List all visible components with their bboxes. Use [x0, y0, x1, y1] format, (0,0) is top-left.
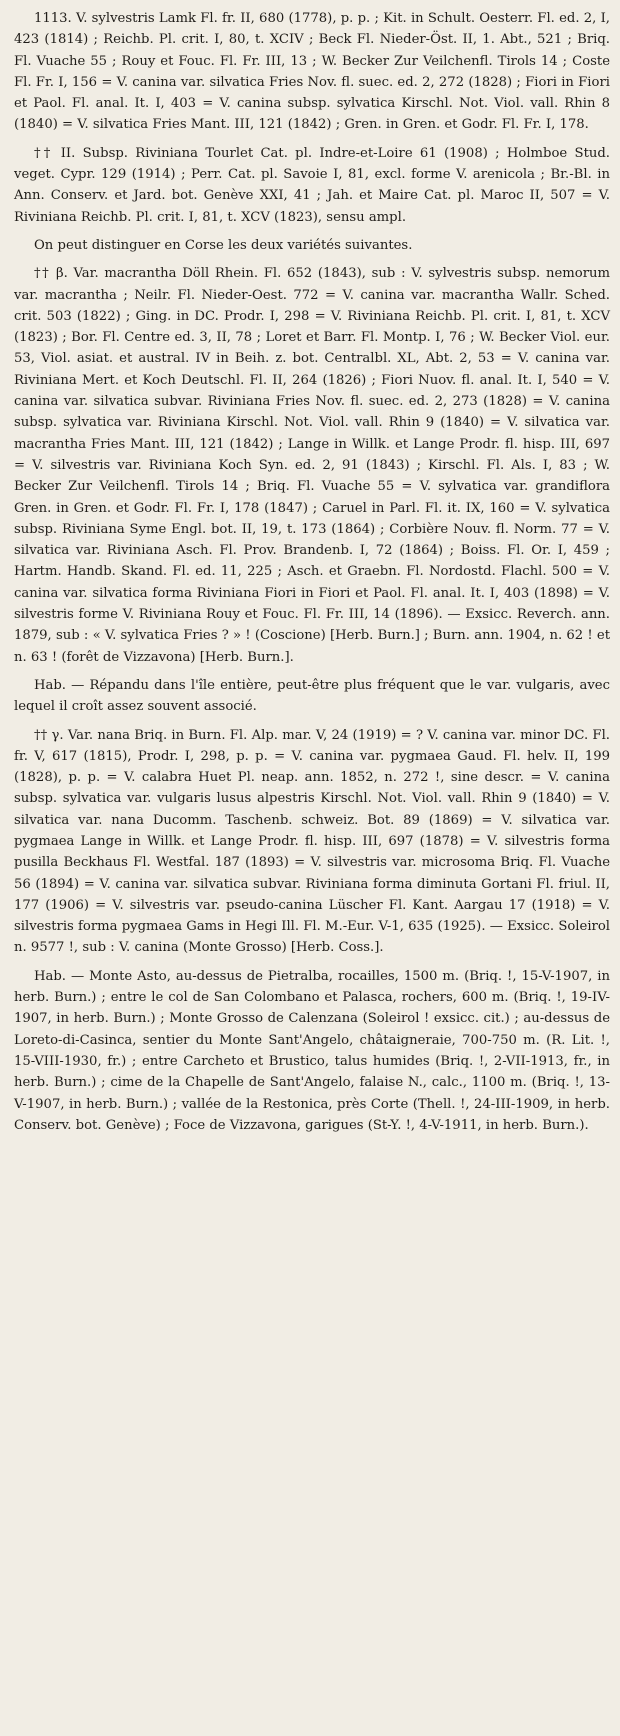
habitat-macrantha: Hab. — Répandu dans l'île entière, peut-être plus fréquent que le var. vulgaris, avec lequel il croît assez souvent associé. [14, 677, 610, 715]
habitat-nana: Hab. — Monte Asto, au-dessus de Pietralba, rocailles, 1500 m. (Briq. !, 15-V-1907, in herb. Burn.) ; entre le col de San Colombano et Palasca, rochers, 600 m. (Briq. !, 19-IV-1907, in herb. Burn.) ; Monte Grosso de Calenzana (Soleirol ! exsicc. cit.) ; au-dessus de Loreto-di-Casinca, sentier du Monte Sant'Angelo, châtaigneraie, 700-750 m. (R. Lit. !, 15-VIII-1930, fr.) ; entre Carcheto et Brustico, talus humides (Briq. !, 2-VII-1913, fr., in herb. Burn.) ; cime de la Chapelle de Sant'Angelo, falaise N., calc., 1100 m. (Briq. !, 13-V-1907, in herb. Burn.) ; vallée de la Restonica, près Corte (Thell. !, 24-III-1909, in herb. Conserv. bot. Genève) ; Foce de Vizzavona, garigues (St-Y. !, 4-V-1911, in herb. Burn.). [14, 968, 610, 1133]
entry-viola-sylvestris: 1113. V. sylvestris Lamk Fl. fr. II, 680 (1778), p. p. ; Kit. in Schult. Oesterr. Fl. ed. 2, I, 423 (1814) ; Reichb. Pl. crit. I, 80, t. XCIV ; Beck Fl. Nieder-Öst. II, 1. Abt., 521 ; Briq. Fl. Vuache 55 ; Rouy et Fouc. Fl. Fr. III, 13 ; W. Becker Zur Veilchenfl. Tirols 14 ; Coste Fl. Fr. I, 156 = V. canina var. silvatica Fries Nov. fl. suec. ed. 2, 272 (1828) ; Fiori in Fiori et Paol. Fl. anal. It. I, 403 = V. canina subsp. sylvatica Kirschl. Not. Viol. vall. Rhin 8 (1840) = V. silvatica Fries Mant. III, 121 (1842) ; Gren. in Gren. et Godr. Fl. Fr. I, 178. [14, 11, 610, 133]
note-two-varieties: On peut distinguer en Corse les deux variétés suivantes. [34, 237, 413, 253]
entry-subsp-riviniana: †† II. Subsp. Riviniana Tourlet Cat. pl. Indre-et-Loire 61 (1908) ; Holmboe Stud. veget. Cypr. 129 (1914) ; Perr. Cat. pl. Savoie I, 81, excl. forme V. arenicola ; Br.-Bl. in Ann. Conserv. et Jard. bot. Genève XXI, 41 ; Jah. et Maire Cat. pl. Maroc II, 507 = V. Riviniana Reichb. Pl. crit. I, 81, t. XCV (1823), sensu ampl. [14, 145, 610, 225]
entry-var-macrantha: †† β. Var. macrantha Döll Rhein. Fl. 652 (1843), sub : V. sylvestris subsp. nemorum var. macrantha ; Neilr. Fl. Nieder-Oest. 772 = V. canina var. macrantha Wallr. Sched. crit. 503 (1822) ; Ging. in DC. Prodr. I, 298 = V. Riviniana Reichb. Pl. crit. I, 81, t. XCV (1823) ; Bor. Fl. Centre ed. 3, II, 78 ; Loret et Barr. Fl. Montp. I, 76 ; W. Becker Viol. eur. 53, Viol. asiat. et austral. IV in Beih. z. bot. Centralbl. XL, Abt. 2, 53 = V. canina var. Riviniana Mert. et Koch Deutschl. Fl. II, 264 (1826) ; Fiori Nuov. fl. anal. It. I, 540 = V. canina var. silvatica subvar. Riviniana Fries Nov. fl. suec. ed. 2, 273 (1828) = V. canina subsp. sylvatica var. Riviniana Kirschl. Not. Viol. vall. Rhin 9 (1840) = V. silvatica var. macrantha Fries Mant. III, 121 (1842) ; Lange in Willk. et Lange Prodr. fl. hisp. III, 697 = V. silvestris var. Riviniana Koch Syn. ed. 2, 91 (1843) ; Kirschl. Fl. Als. I, 83 ; W. Becker Zur Veilchenfl. Tirols 14 ; Briq. Fl. Vuache 55 = V. sylvatica var. grandiflora Gren. in Gren. et Godr. Fl. Fr. I, 178 (1847) ; Caruel in Parl. Fl. it. IX, 160 = V. sylvatica subsp. Riviniana Syme Engl. bot. II, 19, t. 173 (1864) ; Corbière Nouv. fl. Norm. 77 = V. silvatica var. Riviniana Asch. Fl. Prov. Brandenb. I, 72 (1864) ; Boiss. Fl. Or. I, 459 ; Hartm. Handb. Skand. Fl. ed. 11, 225 ; Asch. et Graebn. Fl. Nordostd. Flachl. 500 = V. canina var. silvatica forma Riviniana Fiori in Fiori et Paol. Fl. anal. It. I, 403 (1898) = V. silvestris forme V. Riviniana Rouy et Fouc. Fl. Fr. III, 14 (1896). — Exsicc. Reverch. ann. 1879, sub : « V. sylvatica Fries ? » ! (Coscione) [Herb. Burn.] ; Burn. ann. 1904, n. 62 ! et n. 63 ! (forêt de Vizzavona) [Herb. Burn.]. [14, 266, 610, 665]
entry-var-nana: †† γ. Var. nana Briq. in Burn. Fl. Alp. mar. V, 24 (1919) = ? V. canina var. minor DC. Fl. fr. V, 617 (1815), Prodr. I, 298, p. p. = V. canina var. pygmaea Gaud. Fl. helv. II, 199 (1828), p. p. = V. calabra Huet Pl. neap. ann. 1852, n. 272 !, sine descr. = V. canina subsp. sylvatica var. vulgaris lusus alpestris Kirschl. Not. Viol. vall. Rhin 9 (1840) = V. silvatica var. nana Ducomm. Taschenb. schweiz. Bot. 89 (1869) = V. silvatica var. pygmaea Lange in Willk. et Lange Prodr. fl. hisp. III, 697 (1878) = V. silvestris forma pusilla Beckhaus Fl. Westfal. 187 (1893) = V. silvestris var. microsoma Briq. Fl. Vuache 56 (1894) = V. canina var. silvatica subvar. Riviniana forma diminuta Gortani Fl. friul. II, 177 (1906) = V. silvestris var. pseudo-canina Lüscher Fl. Kant. Aargau 17 (1918) = V. silvestris forma pygmaea Gams in Hegi Ill. Fl. M.-Eur. V-1, 635 (1925). — Exsicc. Soleirol n. 9577 !, sub : V. canina (Monte Grosso) [Herb. Coss.]. [14, 727, 610, 956]
